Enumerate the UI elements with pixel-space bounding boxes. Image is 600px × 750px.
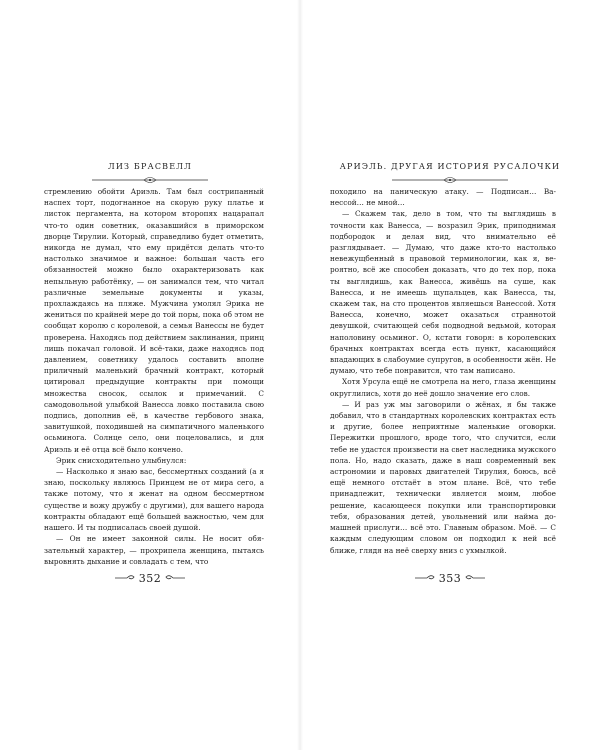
left-page-text: [44, 186, 264, 567]
page-number: 352: [138, 571, 162, 585]
paragraph: — Скажем так, дело в том, что ты выглядишь в точности как Ванесса, — возразил Эрик, приподнимая подбородок и делая вид, что внимательно её разглядывает. — Думаю, что даже кто-то настолько невежущбенный в правовой терминологии, как я, вероятно, всё же способен доказать, что до тех пор, пока ты выглядишь, как Ванесса, живёшь на суше, как Ванесса, и не имеешь щупальцев, как Ванесса, ты, скажем так, на сто процентов являешься Ванессой. Хотя Ванесса, конечно, может оказаться страннотой девушкой, считающей себя подводной ведьмой, которая наполовину осьминог. О, кстати говоря: в королевских брачных контрактах всегда есть пункт, касающийся впадающих в слабоумие супругов, в особенности жён. Не думаю, что тебе понравится, что там написано.: [330, 209, 556, 376]
paragraph: стремлению обойти Ариэль. Там был сострипанный наспех торт, подогнанное на скорую руку платье и листок пергамента, на котором второпях нацарапал что-то один советник, оказавшийся в приморском дворце Тирулии. Который, справедливо будет отметить, никогда не думал, что ему придётся делать что-то настолько значимое и важное: большая часть его обязанностей можно было охарактеризовать как непыльную работёнку, — он занимался тем, что читал различные земельные документы и указы, прохлаждаясь на пляже. Мужчина умолял Эрика не жениться по крайней мере до той поры, пока об этом не сообщат королю с королевой, а семья Ванессы не будет проверена. Находясь под действием заклинания, принц лишь покачал головой. И всё-таки, даже находясь под давлением, советнику удалось составить вполне приличный маленький брачный контракт, который цитировал предыдущие контракты при помощи множества сносок, ссылок и примечаний. С самодовольной улыбкой Ванесса ловко поставила свою подпись, дополнив её, в качестве гербового знака, завитушкой, походившей на симпатичного маленького осьминога. Солнце село, они поцеловались, и для Ариэль и её отца всё было кончено.: [44, 187, 264, 454]
folio-ornament-right-icon: [165, 573, 185, 583]
page-number-block: [410, 568, 490, 588]
header-ornament-rule: [92, 174, 208, 186]
right-page: [300, 0, 600, 750]
paragraph: Хотя Урсула ещё не смотрела на него, глаза женщины округлились, хотя до неё дошло значение его слов.: [330, 377, 556, 398]
right-page-text: [330, 186, 556, 556]
running-head-title: АРИЭЛЬ. ДРУГАЯ ИСТОРИЯ РУСАЛОЧКИ: [339, 162, 561, 171]
page-number: 353: [438, 571, 462, 585]
paragraph: — И раз уж мы заговорили о жёнах, я бы также добавил, что в стандартных королевских контрактах есть и другие, более неприятные маленькие оговорки. Пережитки прошлого, вроде того, что случится, если тебе не удастся произвести на свет наследника мужского пола. Но, надо сказать, даже в наш современный век астрономии и паровых двигателей Тирулия, боюсь, всё ещё немного отстаёт в этом плане. Всё, что тебе принадлежит, технически является моим, любое решение, касающееся покупки или транспортировки тебя, образования детей, увольнений или найма домашней прислуги… всё это. Главным образом. Моё. — С каждым следующим словом он подходил к ней всё ближе, глядя на неё сверху вниз с ухмылкой.: [330, 399, 556, 555]
folio-ornament-left-icon: [415, 573, 435, 583]
paragraph: — Насколько я знаю вас, бессмертных созданий (а я знаю, поскольку являюсь Принцем не от мира сего, а также потому, что я женат на одном бессмертном существе и вожу дружбу с другими), для вашего народа контракты обладают ещё большей важностью, чем для нашего. И ты подписалась своей душой.: [44, 467, 264, 533]
paragraph: Эрик снисходительно улыбнулся:: [56, 455, 187, 465]
paragraph: походило на паническую атаку. — Подписан… Ванессой… не мной…: [330, 187, 556, 208]
running-head-author: ЛИЗ БРАСВЕЛЛ: [107, 162, 193, 171]
paragraph: — Он не имеет законной силы. Не носит обязательный характер, — прохрипела женщина, пытаясь выровнять дыхание и совладать с тем, что: [44, 534, 264, 566]
header-ornament-rule: [392, 174, 508, 186]
folio-ornament-left-icon: [115, 573, 135, 583]
folio-ornament-right-icon: [465, 573, 485, 583]
page-number-block: [110, 568, 190, 588]
